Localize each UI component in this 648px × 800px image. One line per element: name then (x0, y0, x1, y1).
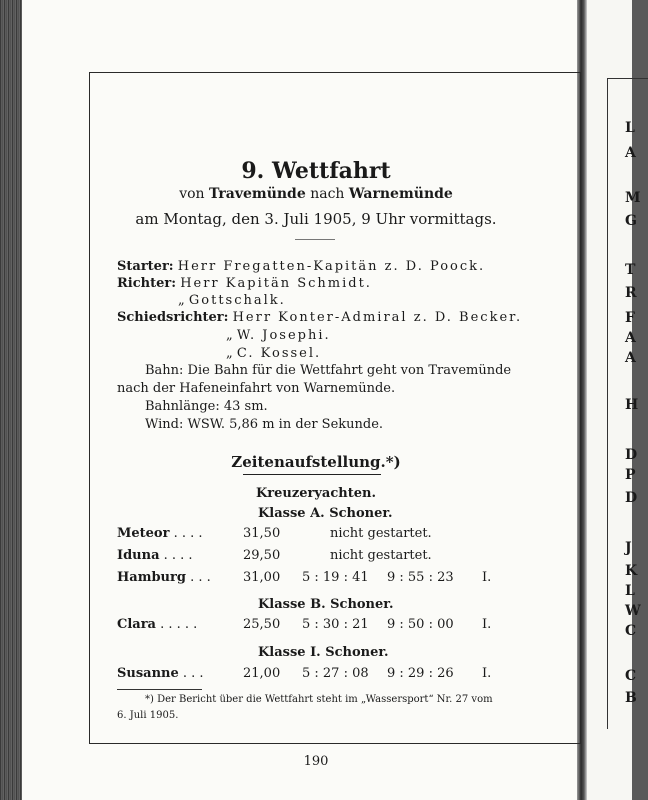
richter-line (117, 276, 372, 291)
race-route (0, 186, 632, 202)
facing-page-letter: T (625, 262, 636, 278)
category-heading: Kreuzeryachten. (256, 486, 376, 501)
facing-page-letter: L (625, 120, 635, 136)
place-cell: I. (482, 570, 492, 585)
yacht-name: Susanne (117, 666, 179, 681)
ditto-mark: „ (178, 293, 185, 308)
rating-cell: 31,00 (243, 570, 281, 585)
ditto-mark: „ (226, 328, 233, 343)
course-line-1: Bahn: Die Bahn für die Wettfahrt geht von Travemünde (145, 363, 512, 378)
table-row (117, 666, 204, 681)
finish-cell: 9 : 29 : 26 (387, 666, 454, 681)
start-cell: 5 : 30 : 21 (302, 617, 369, 632)
rating-cell: 25,50 (243, 617, 281, 632)
schied-label: Schiedsrichter: (117, 310, 229, 325)
finish-cell: 9 : 55 : 23 (387, 570, 454, 585)
section-title: Zeitenaufstellung.*) (231, 453, 401, 471)
leader-dots: . . . . . (160, 617, 198, 632)
start-cell: 5 : 27 : 08 (302, 666, 369, 681)
leader-dots: . . . . (163, 548, 193, 563)
class-i-heading: Klasse I. Schoner. (258, 645, 389, 660)
route-to: Warnemünde (348, 186, 453, 202)
facing-page-letter: P (625, 467, 636, 483)
facing-page-letter: H (625, 397, 639, 413)
table-row (117, 526, 203, 541)
yacht-name: Hamburg (117, 570, 186, 585)
class-a-heading: Klasse A. Schoner. (258, 506, 393, 521)
starter-line (117, 259, 485, 274)
richter-label: Richter: (117, 276, 177, 291)
ditto-mark: „ (226, 346, 233, 361)
leader-dots: . . . (182, 666, 204, 681)
race-date: am Montag, den 3. Juli 1905, 9 Uhr vormittags. (135, 210, 497, 228)
starter-name: Herr Fregatten-Kapitän z. D. Poock. (177, 259, 486, 274)
start-cell: nicht gestartet. (330, 548, 432, 563)
footnote-line-2: 6. Juli 1905. (117, 710, 179, 721)
schied2-line (226, 328, 331, 343)
facing-page-letter: F (625, 310, 635, 326)
facing-page-letter: W (625, 603, 641, 619)
schied3-name: C. Kossel. (236, 346, 322, 361)
route-from: Travemünde (209, 186, 306, 202)
facing-page-letter: D (625, 490, 638, 506)
footnote-divider (117, 689, 202, 690)
title-divider (295, 239, 335, 240)
race-title: 9. Wettfahrt (241, 158, 391, 184)
facing-page-letter: J (625, 540, 632, 556)
facing-page-letter: L (625, 583, 635, 599)
section-underline (243, 474, 381, 475)
start-cell: nicht gestartet. (330, 526, 432, 541)
place-cell: I. (482, 666, 492, 681)
schied-line (117, 310, 522, 325)
table-row (117, 548, 193, 563)
table-row (117, 570, 211, 585)
yacht-name: Meteor (117, 526, 170, 541)
facing-page-letter: C (625, 623, 637, 639)
schied2-name: W. Josephi. (236, 328, 331, 343)
course-length: Bahnlänge: 43 sm. (145, 399, 268, 414)
table-row (117, 617, 197, 632)
facing-page-letter: M (625, 190, 641, 206)
yacht-name: Iduna (117, 548, 160, 563)
course-wind: Wind: WSW. 5,86 m in der Sekunde. (145, 417, 384, 432)
starter-label: Starter: (117, 259, 174, 274)
facing-page-letter: K (625, 563, 638, 579)
rating-cell: 21,00 (243, 666, 281, 681)
course-line-2: nach der Hafeneinfahrt von Warnemünde. (117, 381, 396, 396)
facing-page-letter: B (625, 690, 637, 706)
richter-name: Herr Kapitän Schmidt. (180, 276, 372, 291)
leader-dots: . . . . (173, 526, 203, 541)
richter2-name: Gottschalk. (188, 293, 286, 308)
route-mid: nach (310, 186, 345, 202)
route-prefix: von (179, 186, 205, 202)
rating-cell: 29,50 (243, 548, 281, 563)
schied3-line (226, 346, 321, 361)
start-cell: 5 : 19 : 41 (302, 570, 369, 585)
facing-page-letter: R (625, 285, 637, 301)
facing-page-letter: C (625, 668, 637, 684)
book-edge-left (0, 0, 22, 800)
rating-cell: 31,50 (243, 526, 281, 541)
schied-name: Herr Konter-Admiral z. D. Becker. (232, 310, 523, 325)
facing-page-letter: D (625, 447, 638, 463)
yacht-name: Clara (117, 617, 156, 632)
place-cell: I. (482, 617, 492, 632)
facing-page-letter: A (625, 350, 636, 366)
page-number: 190 (303, 754, 329, 769)
facing-page-letter: A (625, 330, 636, 346)
leader-dots: . . . (190, 570, 211, 585)
facing-page-letter: A (625, 145, 636, 161)
finish-cell: 9 : 50 : 00 (387, 617, 454, 632)
richter2-line (178, 293, 286, 308)
footnote-line-1: *) Der Bericht über die Wettfahrt steht im „Wassersport“ Nr. 27 vom (145, 694, 493, 705)
class-b-heading: Klasse B. Schoner. (258, 597, 394, 612)
facing-page-letter: G (625, 213, 637, 229)
